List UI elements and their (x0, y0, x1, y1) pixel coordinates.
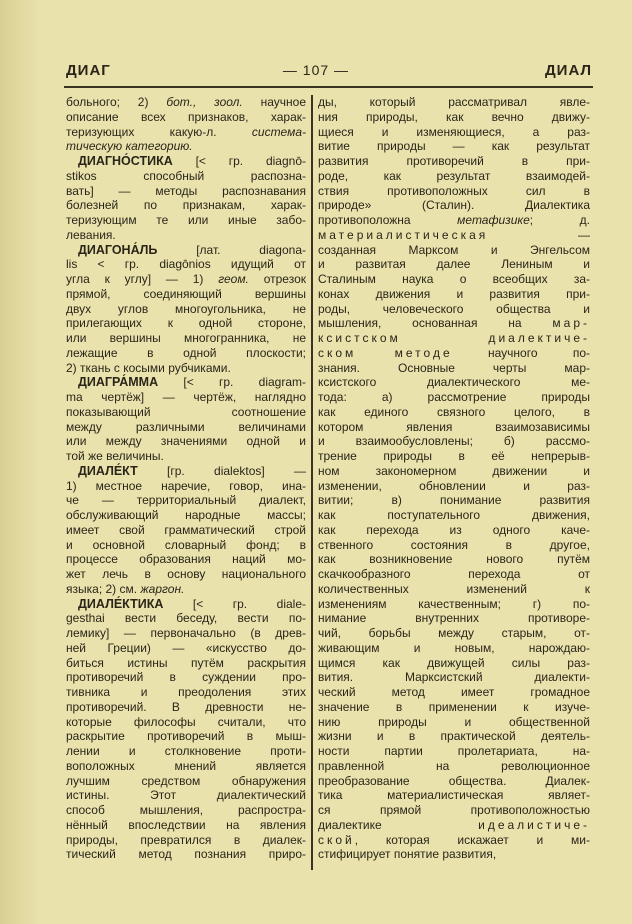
text-segment: как единого связного целого, в (318, 404, 590, 419)
text-line (66, 552, 306, 567)
text-segment: прямой, соединяющий вершины (66, 286, 306, 301)
text-segment: [лат. diagona- (157, 242, 306, 257)
text-line (318, 464, 590, 479)
text-line (318, 272, 590, 287)
text-segment: двух углов многоугольника, не (66, 301, 306, 316)
text-segment: 1) местное наречие, говор, ина- (66, 478, 306, 493)
text-segment: тическую категорию. (66, 139, 193, 154)
text-segment: или вершины многогранника, не (66, 331, 306, 345)
text-segment: угла к углу] — 1) (66, 272, 219, 286)
text-line (66, 715, 306, 730)
entry-headword: ДИАЛЕ́КТ (78, 463, 138, 478)
text-segment: языка; 2) см. (66, 581, 141, 596)
text-segment: диалектике (318, 817, 479, 832)
text-line (66, 110, 306, 125)
text-line (318, 552, 590, 567)
text-line (66, 611, 306, 626)
text-line (66, 729, 306, 744)
text-segment: теризующих какую-л. (66, 124, 252, 139)
text-segment: противоречий в суждении про- (66, 670, 306, 685)
text-segment: развития противоречий в при- (318, 154, 590, 168)
text-line (66, 375, 306, 390)
text-line (66, 184, 306, 199)
text-line (318, 493, 590, 508)
text-line (318, 774, 590, 789)
text-line (318, 302, 590, 317)
text-segment: показывающий соотношение (66, 404, 306, 419)
right-column (318, 95, 590, 862)
text-segment: метафизике (457, 213, 530, 227)
text-line (318, 656, 590, 671)
text-line (318, 597, 590, 612)
text-segment: gesthai вести беседу, вести по- (66, 611, 306, 626)
text-segment: скачкообразного перехода от (318, 567, 590, 581)
left-column (66, 95, 306, 862)
text-segment: материалистическая (318, 227, 489, 242)
text-line (66, 287, 306, 302)
running-head-right: ДИАЛ (544, 62, 592, 79)
text-segment: жет лечь в основу национального (66, 567, 306, 581)
text-line (66, 331, 306, 346)
page-edge-shadow (0, 0, 40, 924)
text-line (66, 803, 306, 818)
text-line (318, 361, 590, 376)
text-segment: отрезок (248, 272, 306, 286)
text-line (318, 523, 590, 538)
text-line (318, 847, 590, 862)
text-segment: бот., зоол. (166, 95, 243, 109)
text-line (66, 169, 306, 184)
text-segment: научное (242, 95, 307, 109)
text-segment: той же величины. (66, 449, 164, 463)
text-segment: прилегающих к одной стороне, (66, 316, 306, 331)
text-line (318, 611, 590, 626)
text-line (318, 405, 590, 420)
text-segment: ния природы, как вечно движу- (318, 109, 590, 124)
text-line (318, 626, 590, 641)
text-segment: противоречий. В древности не- (66, 699, 306, 714)
text-line (318, 390, 590, 405)
text-line (318, 198, 590, 213)
text-segment: природы, превратился в диалек- (66, 832, 306, 847)
text-segment: роды, человеческого общества и (318, 301, 590, 316)
text-segment: количественных изменений к (318, 581, 590, 596)
text-line (318, 759, 590, 774)
text-segment: созданная Марксом и Энгельсом (318, 242, 590, 257)
text-segment: стифицирует понятие развития, (318, 847, 497, 862)
entry-headword: ДИАЛЕ́КТИКА (78, 596, 164, 611)
text-line (66, 744, 306, 759)
text-line (66, 257, 306, 272)
text-segment: ственного состояния в другое, (318, 537, 590, 552)
text-segment: тода: а) рассмотрение природы (318, 390, 590, 404)
text-line (66, 243, 306, 258)
text-segment: теризующим те или иные забо- (66, 213, 306, 227)
text-segment: которые философы считали, что (66, 714, 306, 729)
text-line (66, 479, 306, 494)
text-line (66, 125, 306, 140)
text-segment: мышления, основанная на (318, 316, 553, 331)
text-line (66, 272, 306, 287)
text-segment: лучшим средством обнаружения (66, 773, 306, 788)
text-segment: или между значениями одной и (66, 434, 306, 449)
text-segment: вать] — методы распознавания (66, 183, 306, 198)
text-segment: ном закономерном движении и (318, 463, 590, 478)
text-segment: мар- (552, 316, 590, 331)
text-segment: между различными величинами (66, 419, 306, 434)
text-segment: [< гр. diagnō- (172, 154, 306, 168)
text-line (66, 523, 306, 538)
text-line (318, 729, 590, 744)
text-line (318, 169, 590, 184)
entry-headword: ДИАГНО́СТИКА (78, 154, 173, 168)
text-segment: тический метод познания приро- (66, 847, 306, 862)
text-segment: лении и столкновение проти- (66, 744, 306, 758)
text-line (66, 818, 306, 833)
text-segment: изменении, обновлении и раз- (318, 478, 590, 493)
text-segment: щимся как движущей силы раз- (318, 655, 590, 670)
text-segment: жаргон. (140, 581, 185, 596)
text-line (318, 110, 590, 125)
entry-headword: ДИАГОНА́ЛЬ (78, 242, 158, 257)
text-segment: — (488, 227, 590, 242)
text-line (318, 346, 590, 361)
text-segment: 2) ткань с косыми рубчиками. (66, 360, 231, 375)
text-line (318, 744, 590, 759)
text-line (66, 493, 306, 508)
text-line (318, 641, 590, 656)
text-segment: геом. (218, 272, 249, 286)
text-line (318, 715, 590, 730)
text-line (66, 464, 306, 479)
text-segment: ; д. (529, 213, 590, 227)
text-segment: ней Греции) — «искусство до- (66, 640, 306, 655)
text-segment: и основной словарный фонд; в (66, 537, 306, 552)
text-line (66, 139, 306, 154)
text-segment: ксистского диалектического ме- (318, 375, 590, 390)
text-segment: биться истины путём раскрытия (66, 655, 306, 670)
text-line (318, 670, 590, 685)
text-segment: левания. (66, 227, 116, 242)
text-segment: обслуживающий народные массы; (66, 508, 306, 522)
text-line (66, 582, 306, 597)
text-segment: витии; в) понимание развития (318, 493, 590, 508)
text-line (66, 346, 306, 361)
text-segment: научного по- (452, 345, 591, 360)
text-line (318, 420, 590, 435)
text-line (318, 788, 590, 803)
text-line (66, 538, 306, 553)
text-line (66, 449, 306, 464)
running-head-left: ДИАГ (66, 62, 111, 79)
text-segment: , которая искажает и ми- (354, 832, 590, 847)
text-line (66, 774, 306, 789)
text-segment: больного; 2) (66, 95, 167, 109)
text-segment: процессе образования наций мо- (66, 552, 306, 567)
text-segment: болезней по признакам, харак- (66, 198, 306, 213)
text-line (318, 287, 590, 302)
text-line (66, 567, 306, 582)
text-segment: трение природы в её непрерыв- (318, 449, 590, 463)
text-segment: природе» (Сталин). Диалектика (318, 198, 590, 213)
text-segment: имеет свой грамматический строй (66, 522, 306, 537)
text-segment: лежащие в одной плоскости; (66, 345, 306, 360)
text-segment: правленной на революционное (318, 758, 590, 773)
text-line (318, 95, 590, 110)
text-line (66, 316, 306, 331)
text-line (66, 670, 306, 685)
text-line (318, 375, 590, 390)
text-segment: че — территориальный диалект, (66, 493, 306, 508)
text-line (66, 656, 306, 671)
text-segment: [< гр. diagram- (158, 375, 306, 390)
text-line (318, 479, 590, 494)
text-line (66, 361, 306, 376)
text-segment: [< гр. diale- (163, 596, 306, 611)
text-line (66, 390, 306, 405)
text-line (66, 434, 306, 449)
text-segment: и развитая далее Лениным и (318, 257, 590, 272)
text-segment: описание всех признаков, харак- (66, 109, 306, 124)
text-segment: [гр. dialektos] — (137, 463, 306, 478)
text-segment: как поступательного движения, (318, 508, 590, 522)
text-line (318, 316, 590, 331)
text-segment: ствия противоположных сил в (318, 183, 590, 198)
text-segment: ской (318, 832, 355, 847)
text-line (66, 833, 306, 848)
text-segment: идеалистиче- (478, 817, 590, 832)
text-line (318, 685, 590, 700)
text-line (66, 788, 306, 803)
text-line (66, 420, 306, 435)
text-line (318, 139, 590, 154)
text-segment: stikos способный распозна- (66, 168, 306, 183)
text-segment: котором явления взаимозависимы (318, 419, 590, 434)
text-line (66, 641, 306, 656)
text-line (318, 184, 590, 199)
text-line (66, 302, 306, 317)
text-line (318, 818, 590, 833)
text-line (66, 154, 306, 169)
text-line (66, 213, 306, 228)
text-line (318, 331, 590, 346)
text-segment: как перехода из одного каче- (318, 522, 590, 537)
text-segment: ma чертёж] — чертёж, наглядно (66, 390, 306, 404)
text-segment: лемику] — первоначально (в древ- (66, 626, 306, 640)
header-rule (64, 86, 593, 88)
text-segment: чий, борьбы между старым, от- (318, 626, 590, 640)
text-segment: воположных мнений является (66, 758, 306, 773)
text-line (66, 759, 306, 774)
text-line (66, 626, 306, 641)
text-segment: живающим и новым, нарождаю- (318, 640, 590, 655)
text-segment: как возникновение нового путём (318, 552, 590, 567)
text-segment: нимание внутренних противоре- (318, 611, 590, 626)
text-segment: противоположна (318, 213, 458, 227)
text-segment: тивника и преодоления этих (66, 685, 306, 699)
text-segment: и взаимообусловлены; б) рассмо- (318, 434, 590, 449)
text-segment: преобразование общества. Диалек- (318, 773, 590, 788)
text-segment: система- (251, 124, 306, 139)
text-line (318, 434, 590, 449)
text-line (318, 700, 590, 715)
text-segment: жизни и в практической деятель- (318, 729, 590, 744)
text-line (318, 567, 590, 582)
text-segment: конах движения и развития при- (318, 286, 590, 301)
text-segment: ды, который рассматривал явле- (318, 95, 590, 109)
text-segment: нию природы и общественной (318, 714, 590, 729)
text-line (318, 803, 590, 818)
text-line (318, 538, 590, 553)
text-segment: ксистском диалектиче- (318, 331, 590, 345)
text-line (318, 154, 590, 169)
text-line (318, 228, 590, 243)
text-segment: вития. Марксистский диалекти- (318, 670, 590, 685)
text-segment: роде, как результат взаимодей- (318, 168, 590, 183)
text-segment: Сталиным наука о всеобщих за- (318, 272, 590, 286)
text-line (66, 95, 306, 110)
text-segment: изменениям качественным; г) по- (318, 596, 590, 611)
text-line (318, 508, 590, 523)
text-line (318, 833, 590, 848)
text-segment: ся прямой противоположностью (318, 803, 590, 817)
text-line (66, 198, 306, 213)
page-number: — 107 — (282, 62, 350, 78)
text-segment: раскрытие противоречий в мыш- (66, 729, 306, 744)
text-line (318, 243, 590, 258)
entry-headword: ДИАГРА́ММА (78, 375, 159, 390)
text-line (66, 228, 306, 243)
text-line (318, 213, 590, 228)
column-divider (311, 95, 313, 870)
text-line (318, 257, 590, 272)
text-line (318, 449, 590, 464)
text-segment: lis < гр. diagōnios идущий от (66, 257, 306, 272)
text-segment: нённый впоследствии на явления (66, 817, 306, 832)
text-line (66, 700, 306, 715)
text-segment: витие природы — как результат (318, 139, 590, 154)
text-segment: способ мышления, распростра- (66, 803, 306, 817)
text-segment: значение в применении к изуче- (318, 699, 590, 714)
text-segment: щиеся и изменяющиеся, а раз- (318, 124, 590, 139)
text-line (66, 685, 306, 700)
text-line (66, 847, 306, 862)
text-line (66, 508, 306, 523)
text-line (66, 405, 306, 420)
text-line (318, 582, 590, 597)
text-line (318, 125, 590, 140)
text-segment: истины. Этот диалектический (66, 788, 306, 803)
text-segment: ческий метод имеет громадное (318, 685, 590, 699)
text-line (66, 597, 306, 612)
text-segment: ности партии пролетариата, на- (318, 744, 590, 758)
text-segment: знания. Основные черты мар- (318, 360, 590, 375)
text-segment: ском методе (318, 345, 453, 360)
text-segment: тика материалистическая являет- (318, 788, 590, 803)
